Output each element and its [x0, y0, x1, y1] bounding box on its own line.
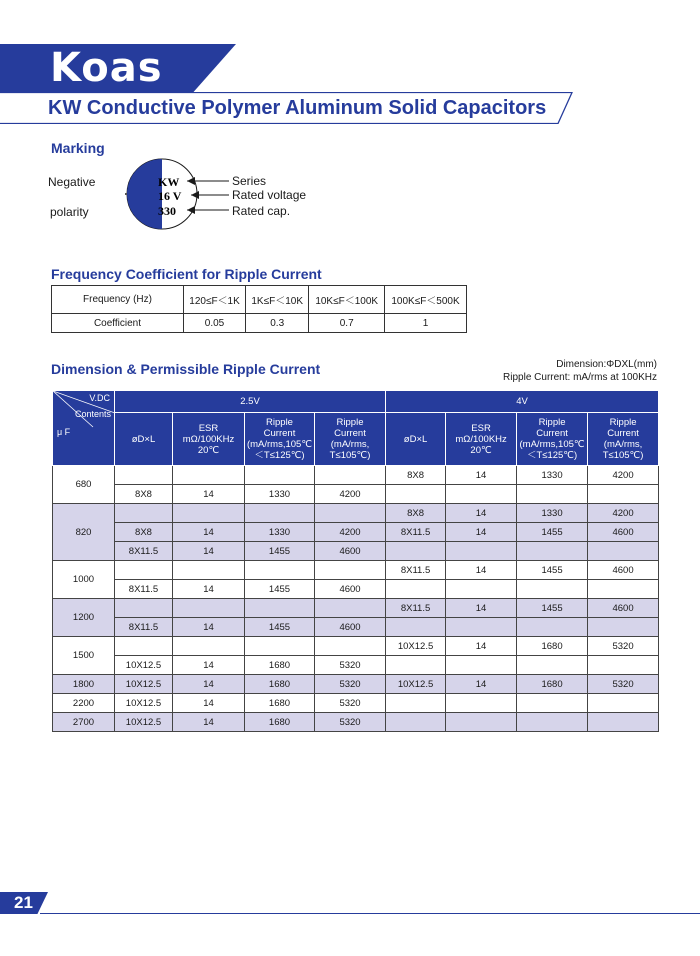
data-cell: 14 — [446, 675, 517, 694]
ripple-high-temp-column-header-line: ＜T≤125℃) — [526, 450, 578, 462]
data-cell — [588, 694, 659, 713]
frequency-row — [52, 286, 467, 314]
data-cell: 10X12.5 — [115, 656, 173, 675]
data-cell — [446, 485, 517, 504]
data-cell: 5320 — [315, 694, 386, 713]
ripple-low-temp-column-header-line: Current — [334, 428, 366, 440]
ripple-low-temp-column-header-line: Current — [607, 428, 639, 440]
ripple-low-temp-column-header-line: Ripple — [609, 417, 637, 429]
data-cell: 14 — [173, 618, 245, 637]
corner-vdc-label: V.DC — [89, 393, 110, 403]
data-cell — [446, 580, 517, 599]
data-cell: 8X8 — [115, 523, 173, 542]
data-cell: 1680 — [245, 656, 315, 675]
dimension-column-header-line: øD×L — [403, 433, 428, 445]
data-cell — [446, 618, 517, 637]
table-row — [53, 637, 659, 656]
data-cell: 1680 — [245, 694, 315, 713]
dimension-section-title: Dimension & Permissible Ripple Current — [51, 361, 321, 377]
data-cell — [517, 713, 588, 732]
data-cell — [446, 713, 517, 732]
esr-column-header-line: 20℃ — [197, 444, 220, 456]
data-cell — [115, 504, 173, 523]
table-row — [53, 485, 659, 504]
esr-column-header-line: mΩ/100KHz — [455, 433, 507, 445]
corner-contents-label: Contents — [74, 409, 111, 419]
coefficient-cell: 0.05 — [184, 314, 246, 333]
data-cell — [446, 656, 517, 675]
data-cell: 14 — [173, 694, 245, 713]
data-cell: 8X11.5 — [115, 618, 173, 637]
data-cell — [315, 637, 386, 656]
coefficient-row-header: Coefficient — [52, 314, 184, 333]
capacitance-cell: 1500 — [53, 637, 115, 675]
dimension-column-header-line: øD×L — [131, 433, 156, 445]
data-cell: 1455 — [245, 580, 315, 599]
frequency-range-cell: 100K≤F＜500K — [385, 286, 467, 314]
table-row — [53, 580, 659, 599]
data-cell — [386, 485, 446, 504]
data-cell: 1455 — [517, 599, 588, 618]
data-cell: 14 — [173, 580, 245, 599]
data-cell: 1330 — [245, 485, 315, 504]
dimension-note — [503, 358, 657, 384]
data-cell: 4200 — [588, 466, 659, 485]
ripple-low-temp-column-header-line: T≤105℃) — [602, 450, 644, 462]
data-cell: 10X12.5 — [115, 713, 173, 732]
data-cell: 1330 — [517, 504, 588, 523]
data-cell: 1330 — [517, 466, 588, 485]
data-cell — [173, 637, 245, 656]
data-cell — [588, 580, 659, 599]
data-cell: 10X12.5 — [115, 694, 173, 713]
esr-column-header-line: mΩ/100KHz — [182, 433, 235, 445]
esr-column-header-line: ESR — [471, 422, 491, 434]
data-cell: 10X12.5 — [115, 675, 173, 694]
polarity-label: polarity — [50, 205, 89, 219]
voltage-group-header: 4V — [386, 391, 659, 413]
capacitance-cell: 680 — [53, 466, 115, 504]
capacitance-cell: 1800 — [53, 675, 115, 694]
ripple-high-temp-column-header-line: Current — [536, 428, 568, 440]
marking-series-code: KW — [158, 175, 180, 189]
data-cell — [588, 485, 659, 504]
frequency-row-header: Frequency (Hz) — [52, 286, 184, 314]
data-cell: 8X11.5 — [386, 599, 446, 618]
ripple-high-temp-column-header-line: (mA/rms,105℃ — [519, 439, 585, 451]
data-cell: 1455 — [517, 523, 588, 542]
data-cell: 1680 — [245, 713, 315, 732]
capacitance-cell: 2700 — [53, 713, 115, 732]
table-row — [53, 713, 659, 732]
table-row — [53, 675, 659, 694]
table-row — [53, 523, 659, 542]
data-cell: 8X8 — [386, 466, 446, 485]
marking-voltage-code: 16 V — [158, 189, 182, 203]
esr-column-header — [446, 413, 517, 466]
data-cell — [315, 599, 386, 618]
data-cell — [588, 542, 659, 561]
corner-uf-label: μ F — [57, 427, 71, 437]
data-cell: 14 — [446, 523, 517, 542]
ripple-high-temp-column-header-line: (mA/rms,105℃ — [246, 439, 313, 451]
data-cell: 14 — [173, 713, 245, 732]
data-cell: 8X11.5 — [115, 542, 173, 561]
coefficient-cell: 0.3 — [246, 314, 309, 333]
data-cell — [115, 599, 173, 618]
data-cell — [588, 656, 659, 675]
data-cell — [173, 466, 245, 485]
data-cell: 8X11.5 — [386, 523, 446, 542]
data-cell: 4200 — [315, 523, 386, 542]
data-cell — [517, 580, 588, 599]
table-corner-header — [53, 391, 115, 466]
frequency-range-cell: 10K≤F＜100K — [309, 286, 385, 314]
data-cell — [588, 713, 659, 732]
data-cell: 4600 — [588, 599, 659, 618]
data-cell: 14 — [446, 599, 517, 618]
data-cell: 4600 — [588, 523, 659, 542]
negative-label: Negative — [48, 175, 96, 189]
data-cell — [446, 694, 517, 713]
dimension-note-line: Ripple Current: mA/rms at 100KHz — [503, 372, 657, 383]
data-cell — [446, 542, 517, 561]
table-row — [53, 618, 659, 637]
data-cell: 10X12.5 — [386, 675, 446, 694]
ripple-high-temp-column-header-line: Ripple — [538, 417, 566, 429]
data-cell: 5320 — [315, 675, 386, 694]
capacitance-cell: 820 — [53, 504, 115, 561]
data-cell: 4600 — [315, 542, 386, 561]
data-cell: 14 — [446, 504, 517, 523]
brand-logo-text: Koas — [50, 45, 163, 91]
data-cell: 1455 — [245, 618, 315, 637]
table-row — [53, 694, 659, 713]
ripple-low-temp-column-header — [588, 413, 659, 466]
esr-column-header-line: 20℃ — [470, 444, 492, 456]
data-cell — [386, 694, 446, 713]
dimension-column-header — [386, 413, 446, 466]
table-row — [53, 599, 659, 618]
capacitance-cell: 1200 — [53, 599, 115, 637]
data-cell — [386, 542, 446, 561]
ripple-high-temp-column-header — [245, 413, 315, 466]
capacitance-cell: 1000 — [53, 561, 115, 599]
marking-section-title: Marking — [51, 140, 105, 156]
table-row — [53, 561, 659, 580]
data-cell — [588, 618, 659, 637]
data-cell — [315, 466, 386, 485]
data-cell: 8X11.5 — [386, 561, 446, 580]
data-cell — [115, 466, 173, 485]
table-row — [53, 466, 659, 485]
table-row — [53, 656, 659, 675]
data-cell: 5320 — [315, 713, 386, 732]
data-cell: 1455 — [245, 542, 315, 561]
data-cell — [245, 637, 315, 656]
data-cell: 4200 — [315, 485, 386, 504]
data-cell: 4600 — [315, 618, 386, 637]
data-cell — [517, 542, 588, 561]
data-cell: 8X8 — [386, 504, 446, 523]
ripple-high-temp-column-header-line: Ripple — [266, 417, 293, 429]
data-cell: 14 — [173, 523, 245, 542]
data-cell: 14 — [446, 466, 517, 485]
esr-column-header-line: ESR — [198, 422, 219, 434]
data-cell: 14 — [173, 675, 245, 694]
data-cell — [245, 561, 315, 580]
ripple-high-temp-column-header-line: Current — [263, 428, 296, 440]
data-cell: 14 — [446, 561, 517, 580]
voltage-group-header: 2.5V — [115, 391, 386, 413]
data-cell: 4600 — [588, 561, 659, 580]
coefficient-cell: 0.7 — [309, 314, 385, 333]
page-number: 21 — [14, 893, 33, 912]
rated-cap-label: Rated cap. — [232, 204, 291, 218]
data-cell: 5320 — [588, 675, 659, 694]
data-cell — [517, 694, 588, 713]
data-cell — [315, 504, 386, 523]
data-cell: 4200 — [588, 504, 659, 523]
capacitance-cell: 2200 — [53, 694, 115, 713]
data-cell: 1680 — [245, 675, 315, 694]
data-cell — [115, 637, 173, 656]
footer-rule — [40, 913, 700, 914]
data-cell — [386, 713, 446, 732]
data-cell: 1455 — [517, 561, 588, 580]
frequency-coefficient-table — [51, 285, 467, 333]
data-cell: 1680 — [517, 637, 588, 656]
data-cell: 5320 — [588, 637, 659, 656]
data-cell — [173, 561, 245, 580]
series-label: Series — [232, 174, 267, 188]
data-cell: 14 — [446, 637, 517, 656]
data-cell — [245, 466, 315, 485]
data-cell — [386, 618, 446, 637]
data-cell: 5320 — [315, 656, 386, 675]
data-cell: 1680 — [517, 675, 588, 694]
esr-column-header — [173, 413, 245, 466]
ripple-low-temp-column-header-line: (mA/rms, — [330, 439, 370, 451]
ripple-low-temp-column-header-line: T≤105℃) — [329, 450, 371, 462]
frequency-range-cell: 1K≤F＜10K — [246, 286, 309, 314]
table-row — [53, 504, 659, 523]
dimension-column-header — [115, 413, 173, 466]
ripple-low-temp-column-header-line: Ripple — [336, 417, 364, 429]
data-cell: 14 — [173, 485, 245, 504]
ripple-low-temp-column-header — [315, 413, 386, 466]
frequency-section-title: Frequency Coefficient for Ripple Current — [51, 266, 322, 282]
page-title: KW Conductive Polymer Aluminum Solid Capacitors — [48, 97, 547, 119]
coefficient-row — [52, 314, 467, 333]
data-cell — [173, 504, 245, 523]
ripple-low-temp-column-header-line: (mA/rms, — [603, 439, 643, 451]
ripple-high-temp-column-header-line: ＜T≤125℃) — [254, 450, 305, 462]
data-cell: 4600 — [315, 580, 386, 599]
table-row — [53, 542, 659, 561]
frequency-range-cell: 120≤F＜1K — [184, 286, 246, 314]
coefficient-cell: 1 — [385, 314, 467, 333]
data-cell — [386, 580, 446, 599]
dimension-ripple-table — [52, 390, 659, 732]
data-cell: 1330 — [245, 523, 315, 542]
data-cell: 14 — [173, 542, 245, 561]
rated-voltage-label: Rated voltage — [232, 188, 307, 202]
data-cell — [115, 561, 173, 580]
data-cell — [517, 485, 588, 504]
data-cell — [517, 618, 588, 637]
data-cell — [386, 656, 446, 675]
data-cell: 14 — [173, 656, 245, 675]
data-cell — [173, 599, 245, 618]
marking-cap-code: 330 — [158, 204, 176, 218]
data-cell: 8X8 — [115, 485, 173, 504]
data-cell: 8X11.5 — [115, 580, 173, 599]
data-cell: 10X12.5 — [386, 637, 446, 656]
data-cell — [517, 656, 588, 675]
data-cell — [245, 504, 315, 523]
ripple-high-temp-column-header — [517, 413, 588, 466]
data-cell — [245, 599, 315, 618]
data-cell — [315, 561, 386, 580]
dimension-note-line: Dimension:ΦDXL(mm) — [556, 359, 657, 370]
